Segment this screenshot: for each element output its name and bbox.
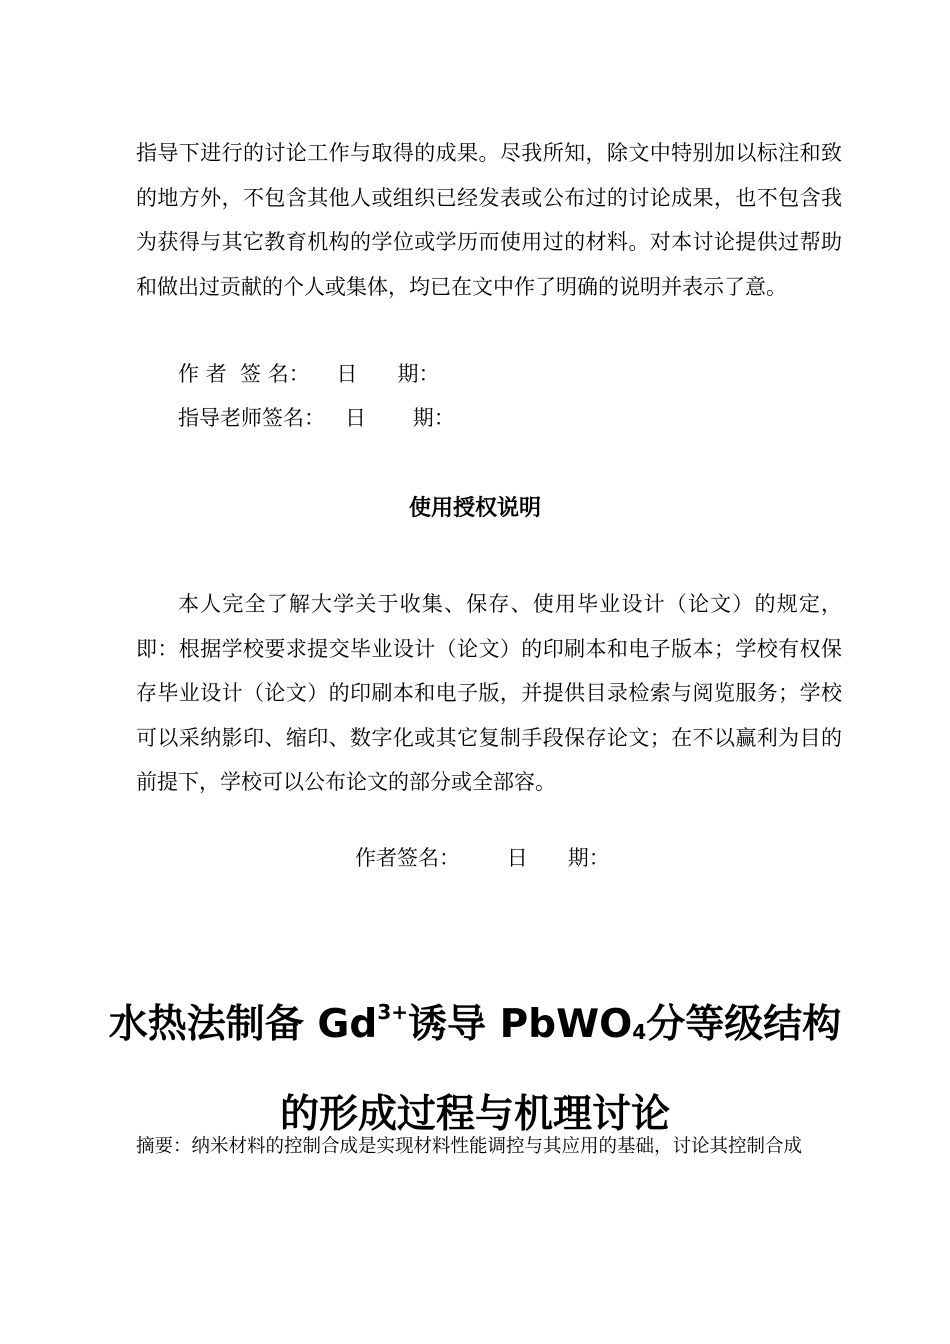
title-text-part3: 分等级结构 [646,1002,842,1047]
abstract-text: 摘要：纳米材料的控制合成是实现材料性能调控与其应用的基础，讨论其控制合成 [136,1136,803,1157]
thesis-title-line1 [109,1002,841,1047]
authorization-paragraph: 本人完全了解大学关于收集、保存、使用毕业设计（论文）的规定，即：根据学校要求提交毕业设计（论文）的印刷本和电子版本；学校有权保存毕业设计（论文）的印刷本和电子版，并提供目录检索与阅览服务；学校可以采纳影印、缩印、数字化或其它复制手段保存论文；在不以赢利为目的前提下，学校可以公布论文的部分或全部容。 [136,592,842,795]
thesis-title-line2: 的形成过程与机理讨论 [279,1092,670,1137]
title-subscript: 4 [632,1020,647,1044]
title-text-part1: 水热法制备 Gd [108,1002,378,1047]
author-signature-line: 作 者 签 名： 日 期： [178,362,440,386]
title-superscript: 3+ [377,1000,408,1024]
authorization-title: 使用授权说明 [408,496,541,521]
title-text-part2: 诱导 PbWO [408,1002,633,1047]
declaration-paragraph: 指导下进行的讨论工作与取得的成果。尽我所知，除文中特别加以标注和致的地方外，不包含其他人或组织已经发表或公布过的讨论成果，也不包含我为获得与其它教育机构的学位或学历而使用过的材料。对本讨论提供过帮助和做出过贡献的个人或集体，均已在文中作了明确的说明并表示了意。 [136,141,842,299]
advisor-signature-line: 指导老师签名： 日 期： [178,406,455,430]
authorization-signature-line: 作者签名： 日 期： [355,846,610,870]
